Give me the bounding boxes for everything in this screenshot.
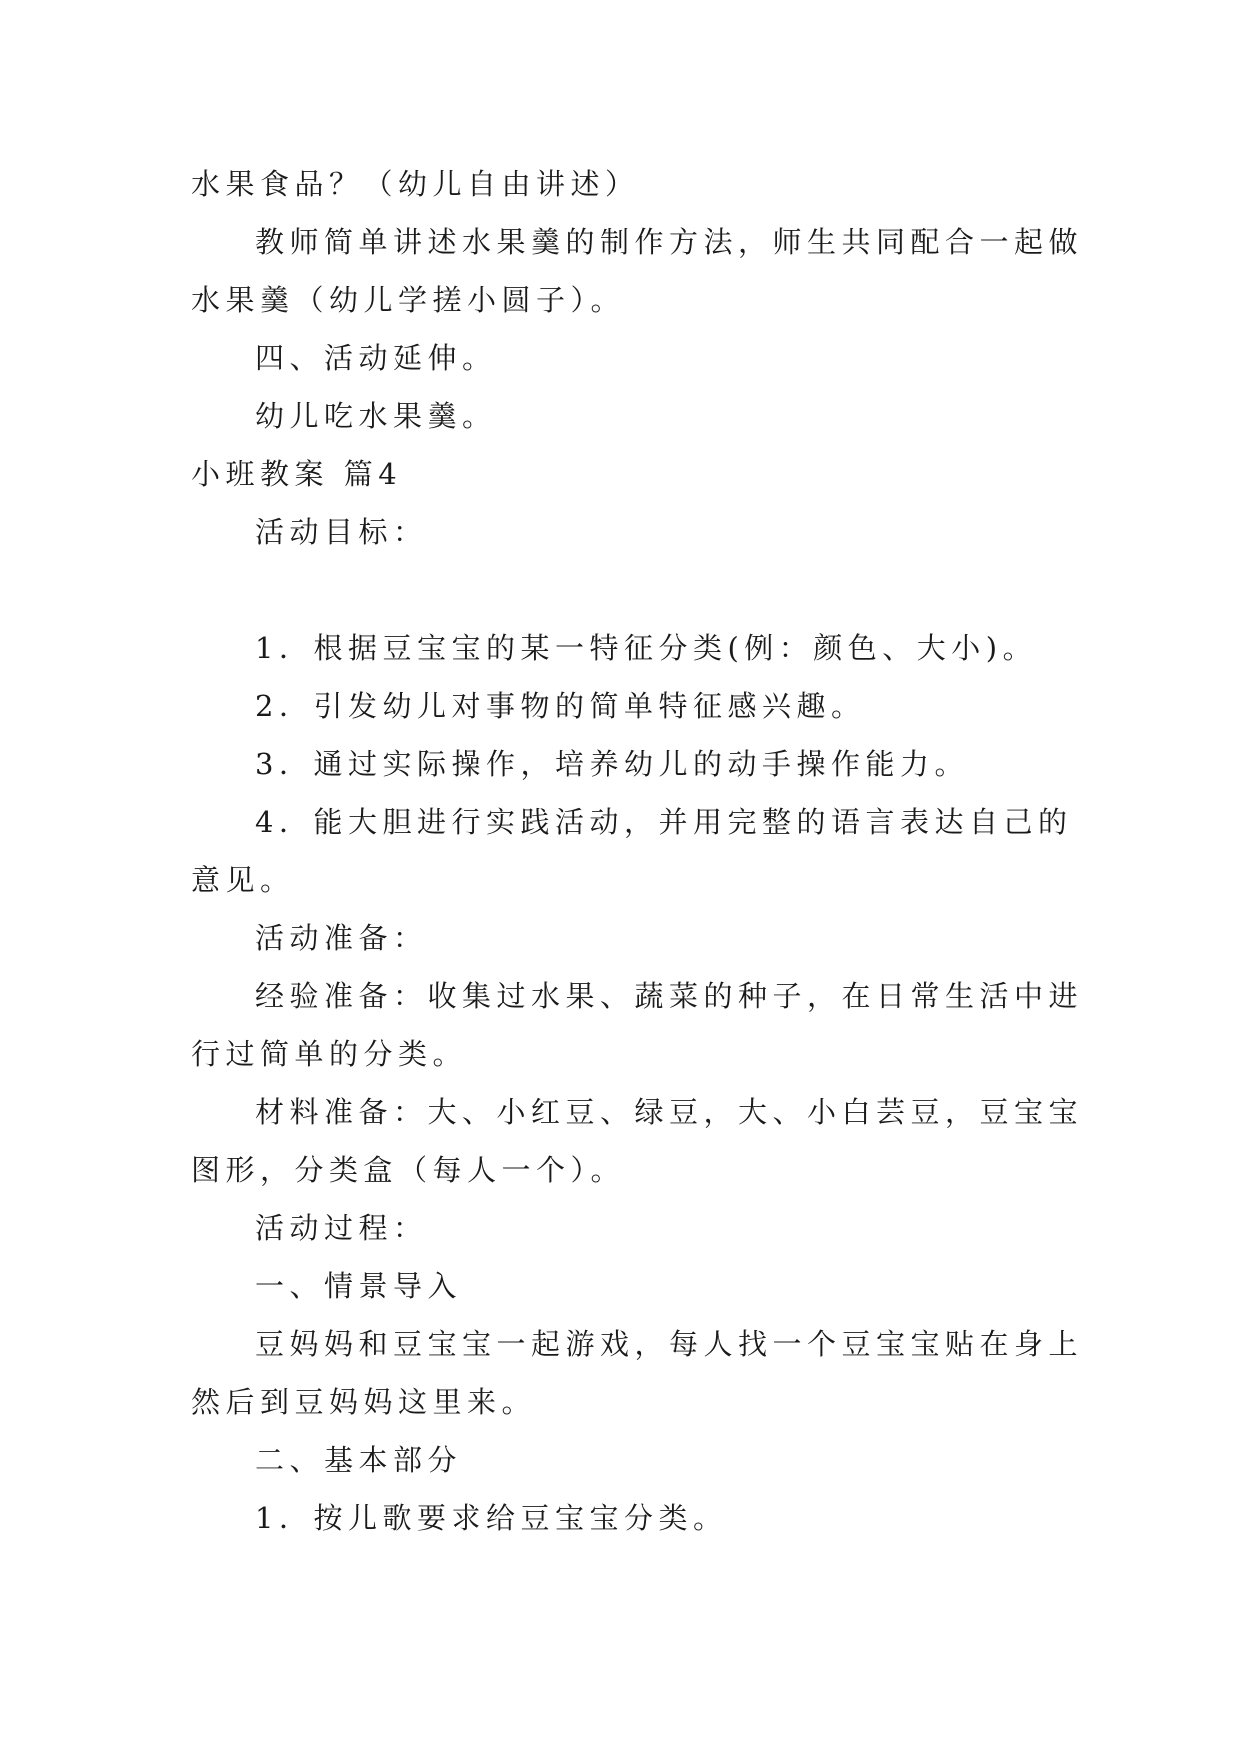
text-line: 水果羹（幼儿学搓小圆子）。 (191, 283, 626, 317)
text-line: 然后到豆妈妈这里来。 (191, 1385, 537, 1419)
list-item: 3．通过实际操作，培养幼儿的动手操作能力。 (255, 747, 969, 781)
lesson-title: 小班教案 篇4 (191, 457, 403, 491)
section-heading: 活动过程： (255, 1211, 428, 1245)
text-line: 材料准备：大、小红豆、绿豆，大、小白芸豆，豆宝宝 (255, 1095, 1084, 1129)
text-line: 意见。 (191, 863, 295, 897)
text-line: 行过简单的分类。 (191, 1037, 468, 1071)
section-heading: 二、基本部分 (255, 1443, 463, 1477)
text-line: 图形，分类盒（每人一个）。 (191, 1153, 626, 1187)
section-heading: 一、情景导入 (255, 1269, 463, 1303)
text-line: 教师简单讲述水果羹的制作方法，师生共同配合一起做 (255, 225, 1084, 259)
section-heading: 四、活动延伸。 (255, 341, 497, 375)
list-item: 1．按儿歌要求给豆宝宝分类。 (255, 1501, 728, 1535)
section-heading: 活动目标： (255, 515, 428, 549)
text-line: 经验准备：收集过水果、蔬菜的种子，在日常生活中进 (255, 979, 1084, 1013)
text-line: 幼儿吃水果羹。 (255, 399, 497, 433)
section-heading: 活动准备： (255, 921, 428, 955)
list-item: 2．引发幼儿对事物的简单特征感兴趣。 (255, 689, 866, 723)
text-line: 豆妈妈和豆宝宝一起游戏，每人找一个豆宝宝贴在身上 (255, 1327, 1084, 1361)
list-item: 4．能大胆进行实践活动，并用完整的语言表达自己的 (255, 805, 1073, 839)
list-item: 1．根据豆宝宝的某一特征分类(例：颜色、大小)。 (255, 631, 1038, 665)
text-line: 水果食品？（幼儿自由讲述） (191, 167, 640, 201)
